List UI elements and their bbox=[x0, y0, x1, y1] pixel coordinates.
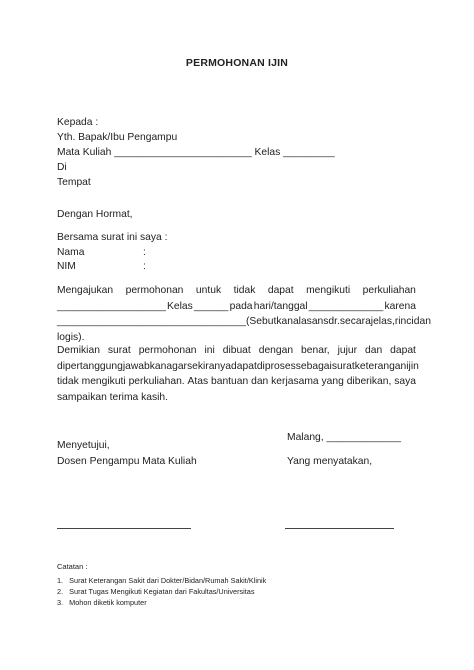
word: surat bbox=[107, 345, 131, 356]
word: perkuliahan bbox=[362, 285, 416, 296]
word: dapat bbox=[231, 360, 257, 372]
closing-line-3 bbox=[57, 374, 416, 390]
request-line-2 bbox=[57, 299, 416, 315]
word: dapat bbox=[267, 285, 294, 296]
word: rinci bbox=[394, 316, 414, 327]
word: kerjasama bbox=[271, 376, 319, 387]
word: _________________________________ bbox=[57, 316, 246, 327]
lecturer-signature-line bbox=[57, 528, 191, 529]
word: dengan bbox=[258, 345, 294, 356]
word: secara bbox=[339, 316, 371, 327]
word: mengikuti bbox=[306, 285, 351, 296]
word: Kelas bbox=[167, 300, 193, 312]
word: tidak bbox=[57, 376, 79, 387]
declarer-label: Yang menyatakan, bbox=[287, 456, 373, 467]
word: diberikan, bbox=[346, 376, 392, 387]
word: dapat bbox=[390, 345, 416, 356]
note-item: 1. Surat Keterangan Sakit dari Dokter/Bidan/Rumah Sakit/Klinik bbox=[57, 576, 267, 585]
word: permohonan bbox=[138, 345, 197, 356]
recipient-line: Yth. Bapak/Ibu Pengampu bbox=[57, 132, 178, 143]
note-item: 2. Surat Tugas Mengikuti Kegiatan dari Fakultas/Universitas bbox=[57, 587, 255, 596]
word: benar, bbox=[301, 345, 330, 356]
name-label: Nama bbox=[57, 247, 85, 258]
word: hari/tanggal bbox=[253, 300, 308, 312]
word: surat bbox=[331, 360, 355, 372]
nim-colon: : bbox=[143, 261, 146, 272]
word: untuk bbox=[195, 285, 222, 296]
lecturer-label: Dosen Pengampu Mata Kuliah bbox=[57, 456, 197, 467]
request-paragraph bbox=[57, 283, 431, 345]
student-signature-line bbox=[285, 528, 394, 529]
name-colon: : bbox=[143, 247, 146, 258]
word: karena bbox=[384, 300, 416, 312]
request-line-3 bbox=[57, 314, 431, 330]
word: keterangan bbox=[354, 360, 407, 372]
word: pada bbox=[229, 300, 253, 312]
word: ini bbox=[204, 345, 215, 356]
closing-line-4: sampaikan terima kasih. bbox=[57, 391, 169, 403]
di-label: Di bbox=[57, 162, 67, 173]
word: diproses bbox=[256, 360, 296, 372]
identity-intro: Bersama surat ini saya : bbox=[57, 232, 168, 243]
word: alasan bbox=[292, 316, 324, 327]
tempat-label: Tempat bbox=[57, 177, 91, 188]
closing-line-1 bbox=[57, 343, 416, 359]
word: sdr. bbox=[323, 316, 340, 327]
approval-label: Menyetujui, bbox=[57, 440, 110, 451]
closing-paragraph bbox=[57, 343, 419, 405]
letter-title: PERMOHONAN IJIN bbox=[185, 57, 289, 69]
word: agar bbox=[166, 360, 187, 372]
kepada-label: Kepada : bbox=[57, 117, 99, 128]
word: dan bbox=[365, 345, 383, 356]
word: dibuat bbox=[222, 345, 251, 356]
word: (Sebutkan bbox=[245, 316, 293, 327]
place-date: Malang, _____________ bbox=[287, 432, 401, 443]
word: bantuan bbox=[211, 376, 249, 387]
nim-label: NIM bbox=[57, 261, 76, 272]
closing-line-2 bbox=[57, 359, 419, 375]
word: permohonan bbox=[125, 285, 184, 296]
word: yang bbox=[321, 376, 344, 387]
request-line-1 bbox=[57, 283, 416, 299]
word: perkuliahan. bbox=[128, 376, 185, 387]
word: Atas bbox=[187, 376, 209, 387]
word: saya bbox=[394, 376, 416, 387]
word: dan bbox=[413, 316, 431, 327]
word: mengikuti bbox=[81, 376, 126, 387]
word: tidak bbox=[233, 285, 256, 296]
word: Demikian bbox=[57, 345, 100, 356]
note-item: 3. Mohon diketik komputer bbox=[57, 598, 147, 607]
word: ijin bbox=[406, 360, 419, 372]
request-line-4: logis). bbox=[57, 331, 85, 343]
word: dipertanggungjawabkan bbox=[57, 360, 167, 372]
word: jelas, bbox=[370, 316, 395, 327]
notes-title: Catatan : bbox=[57, 562, 88, 571]
word: ___________________ bbox=[57, 300, 166, 312]
course-class-line: Mata Kuliah ________________________ Kelas _________ bbox=[57, 147, 335, 158]
word: sebagai bbox=[295, 360, 332, 372]
greeting: Dengan Hormat, bbox=[57, 209, 133, 220]
word: _____________ bbox=[308, 300, 384, 312]
word: ______ bbox=[194, 300, 229, 312]
word: Mengajukan bbox=[57, 285, 114, 296]
word: jujur bbox=[337, 345, 358, 356]
word: dan bbox=[251, 376, 269, 387]
word: sekiranya bbox=[186, 360, 232, 372]
